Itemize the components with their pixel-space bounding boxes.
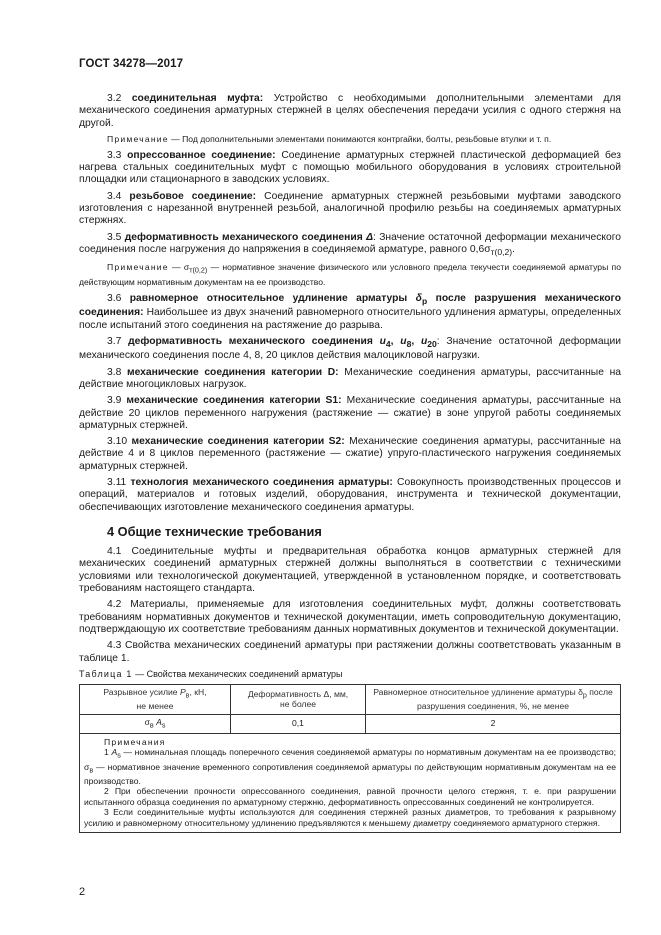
clause-3-6 — [79, 293, 621, 332]
cell-elongation: 2 — [366, 714, 621, 733]
text: 1 — [104, 747, 112, 758]
definition: Соединение арматурных стержней резьбовыми муфтами заводского изготовления с нарезанной внутренней резьбой, аналогичной профилю резьбы на соединяемых арматурных стержнях. — [79, 190, 621, 227]
document-header: ГОСТ 34278—2017 — [79, 58, 184, 70]
term: деформативность механического соединения — [128, 335, 380, 347]
term: равномерное относительное удлинение арматуры — [129, 293, 416, 305]
term: после разрушения механического соединения: — [79, 293, 621, 319]
text: Равномерное относительное удлинение арматуры δ — [373, 686, 583, 697]
clause-4-2: 4.2 Материалы, применяемые для изготовления соединительных муфт, должны соответствовать требованиям нормативных документов и технической документации, иметь сопроводительную документацию, подтверждающую их соответствие требованиям данных нормативных документов и технической документации. — [79, 599, 621, 635]
clause-3-4 — [79, 191, 621, 228]
clause-3-9 — [79, 395, 621, 432]
symbol-u: u — [400, 335, 407, 347]
clause-3-2 — [79, 93, 621, 130]
text: , кН, — [189, 686, 207, 697]
header-breaking-force — [80, 684, 231, 714]
cell-deformability: 0,1 — [231, 714, 366, 733]
term: технология механического соединения арматуры: — [130, 476, 393, 488]
term: механические соединения категории S2: — [131, 436, 345, 448]
clause-3-10 — [79, 436, 621, 473]
clause-3-11 — [79, 477, 621, 514]
subscript: в — [185, 691, 190, 700]
clause-num: 3.5 — [107, 231, 122, 243]
term: механические соединения категории S1: — [126, 395, 342, 407]
table-caption — [79, 669, 621, 680]
note-text: — Под дополнительными элементами понимаются контргайки, болты, резьбовые втулки и т. п. — [168, 133, 552, 144]
clause-3-3 — [79, 150, 621, 187]
subscript: р — [421, 296, 428, 307]
text: Деформативность Δ, мм, — [247, 688, 349, 699]
text: не менее — [136, 701, 174, 712]
clause-3-8 — [79, 367, 621, 392]
table-notes — [80, 733, 621, 832]
subscript: р — [582, 691, 587, 700]
note-text: — нормативное значение физического или условного предела текучести соединяемой арматуры по действующим нормативным документам на ее производство. — [79, 262, 621, 288]
definition: Механические соединения арматуры, рассчитанные на действие многоцикловых нагрузок. — [79, 366, 621, 390]
clause-num: 3.7 — [107, 335, 122, 347]
table-note-2: 2 При обеспечении прочности опрессованного соединения, равной прочности целого стержня, т. е. при разрушении испытанного образца соединения по арматурному стержню, деформативность опрессованных соединений не контролируется. — [84, 786, 616, 807]
definition: Соединение арматурных стержней пластической деформацией без нагрева стальных соединительных муфт с помощью мобильного оборудования в условиях строительной площадки или стационарного в заводских условиях. — [79, 149, 621, 186]
term: деформативность механического соединения — [124, 231, 367, 243]
clause-3-7 — [79, 336, 621, 363]
delta-symbol: Δ — [366, 231, 373, 243]
punct: . — [512, 243, 516, 255]
symbol: P — [179, 686, 186, 697]
subscript: 4 — [385, 339, 391, 350]
note-2 — [79, 262, 621, 288]
clause-num: 3.3 — [107, 149, 122, 161]
clause-num: 3.6 — [107, 293, 122, 305]
table-header-row — [80, 684, 621, 714]
note-label: Примечание — [107, 133, 169, 144]
section-4-title: 4 Общие технические требования — [107, 523, 322, 539]
clause-3-5 — [79, 232, 621, 259]
table-notes-row — [80, 733, 621, 832]
header-elongation — [366, 684, 621, 714]
subscript: т(0,2) — [189, 267, 208, 276]
definition: Механические соединения арматуры, рассчитанные на действие 4 и 8 циклов переменного (растяжение — сжатие) упруго-пластического нагружения соединяемых арматурных стержней. — [79, 436, 621, 472]
caption-text: — Свойства механических соединений арматуры — [132, 668, 343, 679]
subscript: s — [161, 721, 166, 730]
term: опрессованное соединение: — [127, 149, 276, 161]
definition: : Значение остаточной деформации механического соединения после нагружения до напряжения в соединяемой арматуре, равного 0,6σ — [79, 231, 621, 255]
clause-4-1: 4.1 Соединительные муфты и предварительная обработка концов арматурных стержней для механических соединений арматурных стержней должны выполняться в соответствии с техническими условиями или технологической документацией, утвержденной в установленном порядке, и соответствовать требованиям настоящего стандарта. — [79, 546, 621, 595]
cell-breaking-force — [80, 714, 231, 733]
sep: , — [411, 335, 421, 347]
symbol: A — [111, 747, 118, 758]
delta-symbol: δ — [415, 293, 422, 305]
clause-num: 3.8 — [107, 366, 122, 378]
table-row — [80, 714, 621, 733]
notes-label: Примечания — [104, 736, 166, 747]
subscript: s — [117, 752, 121, 760]
sep: , — [390, 335, 401, 347]
symbol-u: u — [420, 335, 428, 347]
clause-num: 3.2 — [107, 93, 122, 104]
text: не более — [280, 699, 316, 710]
note-sigma: — σ — [168, 262, 190, 273]
header-deformability — [231, 684, 366, 714]
caption-label: Таблица 1 — [79, 668, 133, 679]
table-note-3: 3 Если соединительные муфты используются для соединения стержней разных диаметров, то требования к разрывному усилию и равномерному относительному удлинению предъявляются к меньшему диаметру соединяемого арматурного стержня. — [84, 807, 616, 828]
clause-num: 3.11 — [107, 476, 127, 488]
clause-num: 3.4 — [107, 190, 122, 202]
note-label: Примечание — [107, 262, 169, 273]
text: Разрывное усилие — [103, 686, 180, 697]
note-1 — [79, 134, 621, 145]
subscript: 20 — [427, 339, 437, 350]
term: соединительная муфта: — [131, 93, 264, 104]
definition: Устройство с необходимыми дополнительными элементами для механического соединения арматурных стержней в целях обеспечения передачи усилия с одного стержня на другой. — [79, 93, 621, 129]
table-note-1 — [84, 747, 616, 786]
clause-num: 3.10 — [107, 436, 128, 448]
properties-table — [79, 684, 621, 833]
subscript: т(0,2) — [490, 247, 513, 258]
definition: : Значение остаточной деформации механического соединения после 4, 8, 20 циклов действия малоцикловой нагрузки. — [79, 335, 621, 362]
text: после разрушения соединения, %, не менее — [416, 686, 613, 712]
subscript: в — [89, 766, 94, 775]
symbol-u: u — [379, 335, 386, 347]
text: — нормативное значение временного сопротивления соединяемой арматуры по действующим нормативным документам на ее производство. — [84, 761, 616, 786]
symbol: A — [153, 716, 162, 727]
clause-4-3: 4.3 Свойства механических соединений арматуры при растяжении должны соответствовать указанным в таблице 1. — [79, 640, 621, 664]
clause-num: 3.9 — [107, 395, 122, 407]
term: механические соединения категории D: — [126, 366, 339, 378]
definition: Наибольшее из двух значений равномерного относительного удлинения арматуры, определенных после испытаний этого соединения на растяжение до разрыва. — [79, 307, 621, 331]
subscript: в — [149, 721, 154, 730]
document-body — [79, 93, 621, 833]
page-number: 2 — [79, 886, 86, 898]
subscript: 8 — [406, 339, 412, 350]
symbol: σ — [144, 716, 150, 727]
term: резьбовое соединение: — [129, 190, 257, 202]
definition: Механические соединения арматуры, рассчитанные на действие 20 циклов переменного нагружения (растяжение — сжатие) в зоне упругой работы соединяемых арматурных стержней. — [79, 395, 621, 431]
definition: Совокупность производственных процессов и операций, материалов и готовых изделий, оборудования, инструмента и технической документации, обеспечивающих изготовление механического соединения арматуры. — [79, 476, 621, 513]
text: — номинальная площадь поперечного сечения соединяемой арматуры по нормативным документам на ее производство; σ — [84, 747, 617, 772]
